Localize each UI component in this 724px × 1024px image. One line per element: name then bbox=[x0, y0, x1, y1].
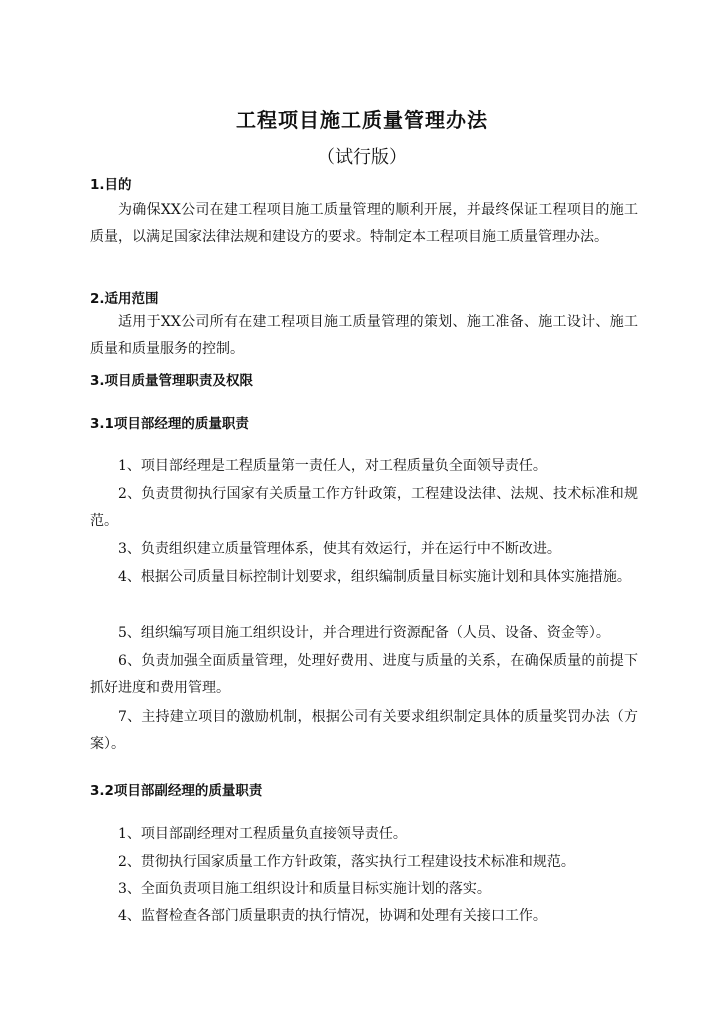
section-3-1-item: 5、组织编写项目施工组织设计，并合理进行资源配备（人员、设备、资金等）。 bbox=[118, 625, 610, 641]
section-3-1-heading: 3.1项目部经理的质量职责 bbox=[90, 416, 249, 432]
section-3-1-item: 4、根据公司质量目标控制计划要求，组织编制质量目标实施计划和具体实施措施。 bbox=[118, 569, 631, 585]
section-3-heading: 3.项目质量管理职责及权限 bbox=[90, 373, 254, 389]
section-3-1-item: 3、负责组织建立质量管理体系，使其有效运行，并在运行中不断改进。 bbox=[118, 541, 561, 557]
section-3-1-item: 7、主持建立项目的激励机制，根据公司有关要求组织制定具体的质量奖罚办法（方案）。 bbox=[90, 709, 638, 752]
section-2-heading: 2.适用范围 bbox=[90, 291, 159, 307]
section-3-1-item: 2、负责贯彻执行国家有关质量工作方针政策，工程建设法律、法规、技术标准和规范。 bbox=[90, 486, 638, 529]
document-title: 工程项目施工质量管理办法 bbox=[236, 108, 488, 132]
section-1-body: 为确保XX公司在建工程项目施工质量管理的顺利开展，并最终保证工程项目的施工质量，以满足国家法律法规和建设方的要求。特制定本工程项目施工质量管理办法。 bbox=[90, 202, 638, 245]
section-3-1-item: 1、项目部经理是工程质量第一责任人，对工程质量负全面领导责任。 bbox=[118, 458, 547, 474]
section-3-2-heading: 3.2项目部副经理的质量职责 bbox=[90, 783, 263, 799]
section-3-1-item: 6、负责加强全面质量管理，处理好费用、进度与质量的关系，在确保质量的前提下抓好进度和费用管理。 bbox=[90, 653, 638, 696]
section-1-heading: 1.目的 bbox=[90, 177, 132, 193]
section-3-2-item: 3、全面负责项目施工组织设计和质量目标实施计划的落实。 bbox=[118, 881, 491, 897]
section-3-2-item: 4、监督检查各部门质量职责的执行情况，协调和处理有关接口工作。 bbox=[118, 908, 547, 924]
section-3-2-item: 1、项目部副经理对工程质量负直接领导责任。 bbox=[118, 826, 407, 842]
section-2-body: 适用于XX公司所有在建工程项目施工质量管理的策划、施工准备、施工设计、施工质量和质量服务的控制。 bbox=[90, 314, 638, 357]
document-subtitle: （试行版） bbox=[317, 147, 407, 168]
section-3-2-item: 2、贯彻执行国家质量工作方针政策，落实执行工程建设技术标准和规范。 bbox=[118, 854, 575, 870]
